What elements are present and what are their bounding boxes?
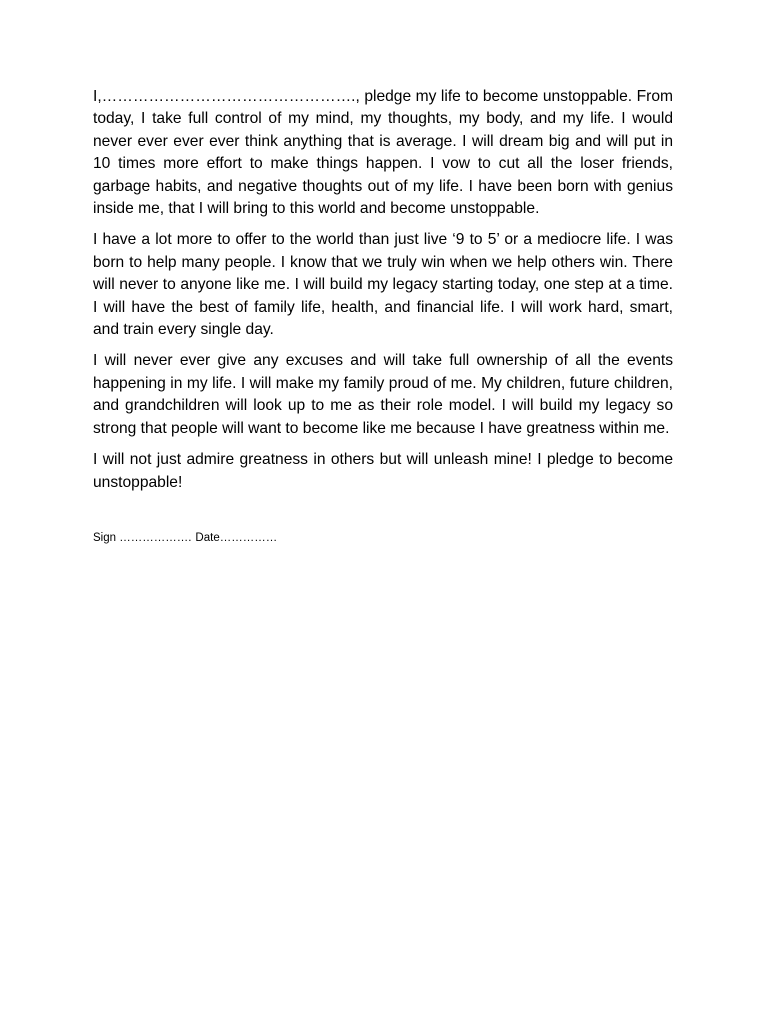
pledge-paragraph-4: I will not just admire greatness in others but will unleash mine! I pledge to become unstoppable! [93, 451, 673, 491]
sign-label: Sign ………………. [93, 531, 192, 544]
document-page [93, 86, 673, 546]
pledge-paragraph-3: I will never ever give any excuses and will take full ownership of all the events happening in my life. I will make my family proud of me. My children, future children, and grandchildren will look up to me as their role model. I will build my legacy so strong that people will want to become like me because I have greatness within me. [93, 352, 673, 437]
date-label: Date…………… [195, 531, 278, 544]
pledge-paragraph-1: I,…………………………………………., pledge my life to become unstoppable. From today, I take full control of my mind, my thoughts, my body, and my life. I would never ever ever ever think anything that is average. I will dream big and will put in 10 times more effort to make things happen. I vow to cut all the loser friends, garbage habits, and negative thoughts out of my life. I have been born with genius inside me, that I will bring to this world and become unstoppable. [93, 88, 673, 218]
pledge-paragraph-2: I have a lot more to offer to the world than just live ‘9 to 5’ or a mediocre life. I was born to help many people. I know that we truly win when we help others win. There will never to anyone like me. I will build my legacy starting today, one step at a time. I will have the best of family life, health, and financial life. I will work hard, smart, and train every single day. [93, 231, 673, 339]
signature-line [93, 530, 673, 546]
